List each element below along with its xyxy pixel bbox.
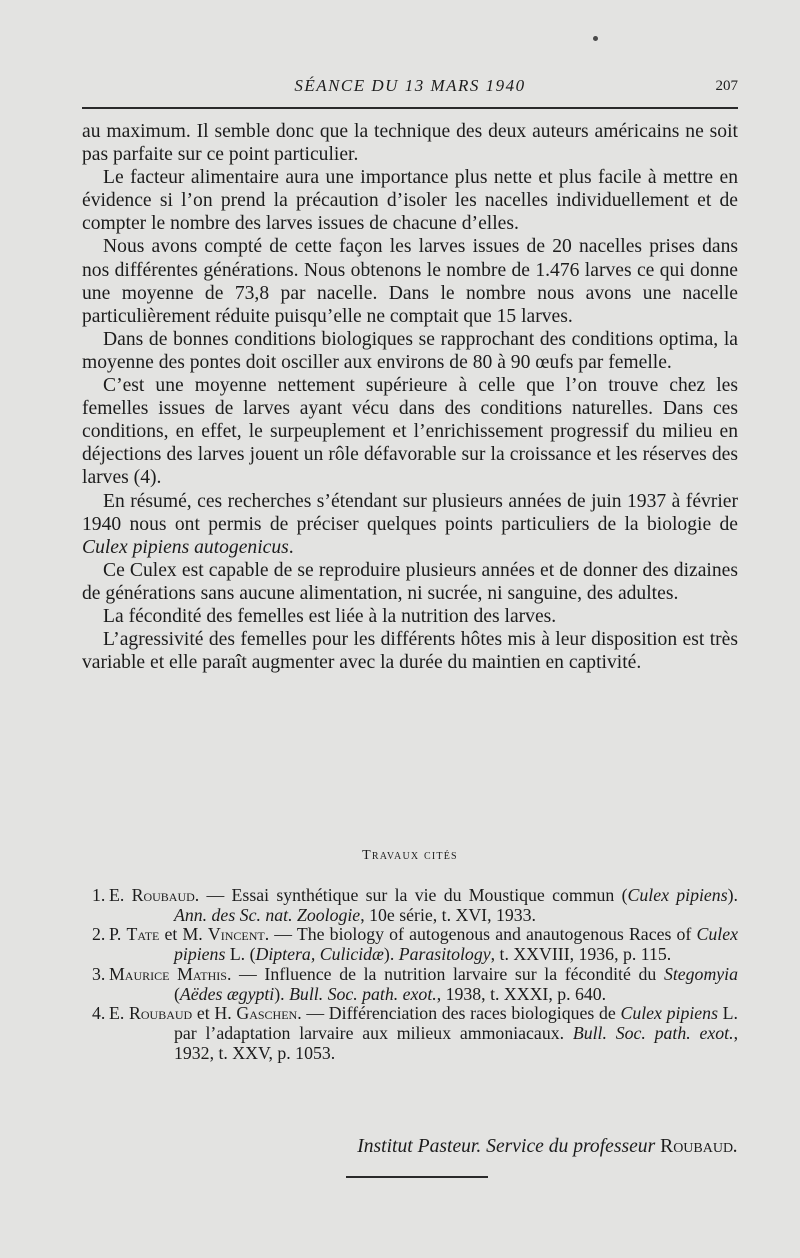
reference-text: , 1938, t. XXXI, p. 640. [436, 983, 607, 1004]
reference-number: 4. [92, 1003, 106, 1024]
paragraph: L’agressivité des femelles pour les différents hôtes mis à leur disposition est très variable et elle paraît augmenter avec la durée du maintien en captivité. [82, 629, 738, 674]
page-number: 207 [715, 78, 738, 94]
reference-text: , 1932, t. XXV, p. 1053. [174, 1022, 739, 1063]
journal-title: Parasitology [398, 944, 491, 965]
reference-italic: Stegomyia [663, 963, 739, 984]
reference-italic: Culex pipiens [620, 1003, 718, 1024]
reference-number: 3. [92, 963, 106, 984]
paragraph: Dans de bonnes conditions biologiques se rapprochant des conditions optima, la moyenne des pontes doit osciller aux environs de 80 à 90 œufs par femelle. [82, 328, 738, 373]
author-name: Roubaud [131, 885, 195, 905]
page-header [82, 76, 738, 100]
paragraph: Ce Culex est capable de se reproduire plusieurs années et de donner des dizaines de générations sans aucune alimentation, ni sucrée, ni sanguine, des adultes. [82, 559, 738, 604]
paragraph: au maximum. Il semble donc que la technique des deux auteurs américains ne soit pas parfaite sur ce point particulier. [82, 121, 738, 166]
signature-name: Roubaud [660, 1136, 734, 1157]
end-rule [346, 1176, 488, 1178]
reference-item [82, 886, 738, 925]
reference-item [82, 965, 738, 1004]
paragraph: Le facteur alimentaire aura une importance plus nette et plus facile à mettre en évidence si l’on prend la précaution d’isoler les nacelles individuellement et de compter le nombre des larves issues de chacune d’elles. [82, 167, 738, 235]
reference-number: 1. [92, 885, 106, 905]
reference-text: L. ( [225, 944, 256, 965]
header-rule [82, 107, 738, 109]
author-name: Maurice Mathis [109, 963, 227, 984]
paragraph: Nous avons compté de cette façon les larves issues de 20 nacelles prises dans nos différentes générations. Nous obtenons le nombre de 1.476 larves ce qui donne une moyenne de 73,8 par nacelle. Dans le nombre nous avons une nacelle particulièrement réduite puisqu’elle ne comptait que 15 larves. [82, 236, 738, 327]
reference-text: , t. XXVIII, 1936, p. 115. [490, 944, 672, 965]
signature-line [357, 1136, 738, 1158]
reference-item [82, 1004, 738, 1063]
species-name: Culex pipiens autogenicus [82, 536, 289, 558]
paragraph-text: . [288, 536, 294, 558]
reference-italic: Culex pipiens [627, 885, 728, 905]
references-list [82, 886, 738, 1063]
author-initial: E. [109, 885, 125, 905]
paragraph: La fécondité des femelles est liée à la nutrition des larves. [103, 605, 557, 627]
reference-text: ( [174, 983, 180, 1004]
reference-text: et M. [159, 924, 208, 945]
journal-title: Bull. Soc. path. exot. [572, 1022, 734, 1043]
author-name: Vincent [207, 924, 265, 945]
signature-end: . [733, 1136, 738, 1157]
reference-italic: Aëdes ægypti [179, 983, 275, 1004]
paragraph [82, 490, 738, 559]
paragraph: C’est une moyenne nettement supérieure à celle que l’on trouve chez les femelles issues de larves ayant vécu dans des conditions naturelles. Dans ces conditions, en effet, le surpeuplement et l’enrichissement progressif du milieu en déjections des larves jouent un rôle défavorable sur la croissance et les réserves des larves (4). [82, 375, 738, 489]
reference-text: . — Différenciation des races biologiques de [297, 1003, 621, 1024]
journal-title: Bull. Soc. path. exot. [289, 983, 437, 1004]
author-name: Gaschen [236, 1003, 298, 1024]
reference-number: 2. [92, 924, 106, 945]
reference-italic: Culex pipiens [174, 924, 738, 965]
reference-text: . — Essai synthétique sur la vie du Moustique commun ( [194, 885, 628, 905]
journal-title: Ann. des Sc. nat. Zoologie [174, 904, 361, 925]
ink-speck [593, 36, 598, 41]
running-title: SÉANCE DU 13 MARS 1940 [294, 76, 526, 95]
paragraph-text: En résumé, ces recherches s’étendant sur plusieurs années de juin 1937 à février 1940 nous ont permis de préciser quelques points particuliers de la biologie de [82, 490, 738, 535]
institution: Institut Pasteur. Service du professeur [357, 1136, 661, 1157]
reference-text: . — The biology of autogenous and anautogenous Races of [264, 924, 697, 945]
reference-text: ). [383, 944, 399, 965]
author-name: Tate [126, 924, 160, 945]
reference-text: . — Influence de la nutrition larvaire sur la fécondité du [226, 963, 664, 984]
author-initial: E. [109, 1003, 125, 1024]
author-initial: P. [109, 924, 122, 945]
reference-text: et H. [192, 1003, 237, 1024]
reference-item [82, 925, 738, 964]
reference-text: ). [274, 983, 290, 1004]
body-text [82, 120, 738, 674]
reference-text: L. par l’adaptation larvaire aux milieux ammoniacaux. [174, 1003, 738, 1043]
reference-italic: Diptera, Culicidæ [255, 944, 384, 965]
author-name: Roubaud [129, 1003, 193, 1024]
reference-text: , 10e série, t. XVI, 1933. [360, 904, 537, 925]
references-title: Travaux cités [362, 848, 458, 863]
reference-text: ). [727, 885, 738, 905]
